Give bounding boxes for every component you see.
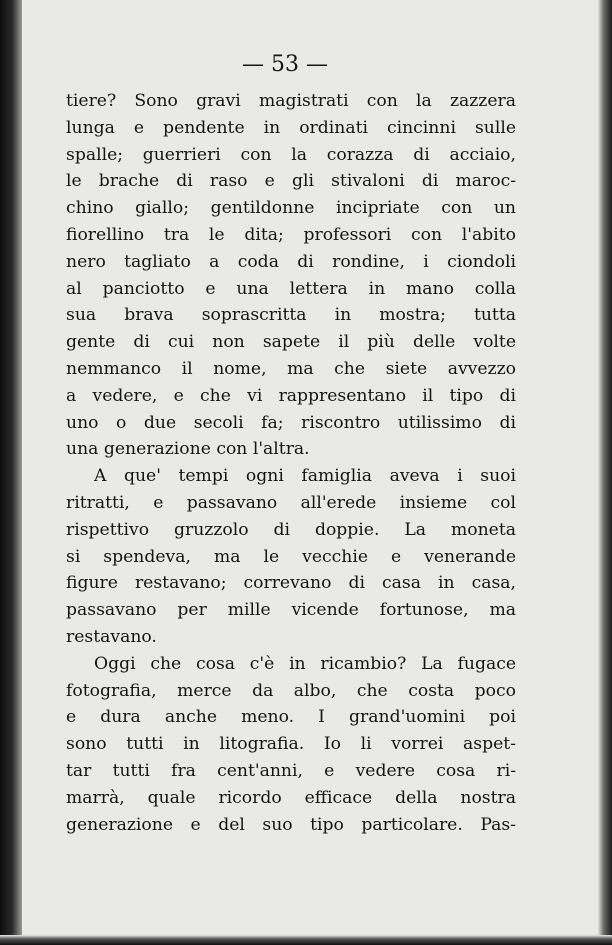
page-edge-shadow xyxy=(598,0,612,945)
text-line: sono tutti in litografia. Io li vorrei aspet- xyxy=(66,734,516,755)
text-line: una generazione con l'altra. xyxy=(66,439,310,460)
text-line: A que' tempi ogni famiglia aveva i suoi xyxy=(94,466,516,487)
text-line: uno o due secoli fa; riscontro utilissimo di xyxy=(66,412,516,433)
text-line: tiere? Sono gravi magistrati con la zazzera xyxy=(66,91,516,111)
text-line: tar tutti fra cent'anni, e vedere cosa ri- xyxy=(66,760,516,781)
text-line: nemmanco il nome, ma che siete avvezzo xyxy=(66,358,516,379)
page-number: — 53 — xyxy=(242,52,328,77)
text-line: fotografia, merce da albo, che costa poco xyxy=(66,680,516,701)
text-line: fiorellino tra le dita; professori con l'abito xyxy=(66,224,516,245)
text-line: marrà, quale ricordo efficace della nostra xyxy=(66,787,516,808)
page-bottom-edge xyxy=(0,935,612,945)
text-line: gente di cui non sapete il più delle volte xyxy=(66,332,516,353)
text-line: lunga e pendente in ordinati cincinni sulle xyxy=(66,117,516,138)
text-line: a vedere, e che vi rappresentano il tipo di xyxy=(66,385,516,406)
text-line: passavano per mille vicende fortunose, ma xyxy=(66,600,516,621)
body-text xyxy=(66,88,516,838)
text-line: chino giallo; gentildonne incipriate con un xyxy=(66,198,516,219)
text-line: al panciotto e una lettera in mano colla xyxy=(66,278,516,299)
text-line: spalle; guerrieri con la corazza di acciaio, xyxy=(66,144,516,165)
page-binding-shadow xyxy=(0,0,22,945)
text-line: e dura anche meno. I grand'uomini poi xyxy=(66,707,516,728)
text-line: figure restavano; correvano di casa in casa, xyxy=(66,573,516,594)
text-line: si spendeva, ma le vecchie e venerande xyxy=(66,546,516,567)
text-line: le brache di raso e gli stivaloni di maroc- xyxy=(66,171,516,192)
text-line: Oggi che cosa c'è in ricambio? La fugace xyxy=(94,653,516,674)
text-line: nero tagliato a coda di rondine, i ciondoli xyxy=(66,251,516,272)
text-line: restavano. xyxy=(66,626,157,647)
text-line: ritratti, e passavano all'erede insieme col xyxy=(66,492,516,513)
text-line: generazione e del suo tipo particolare. Pas- xyxy=(66,814,516,835)
text-line: sua brava soprascritta in mostra; tutta xyxy=(66,305,516,326)
text-line: rispettivo gruzzolo di doppie. La moneta xyxy=(66,519,516,540)
